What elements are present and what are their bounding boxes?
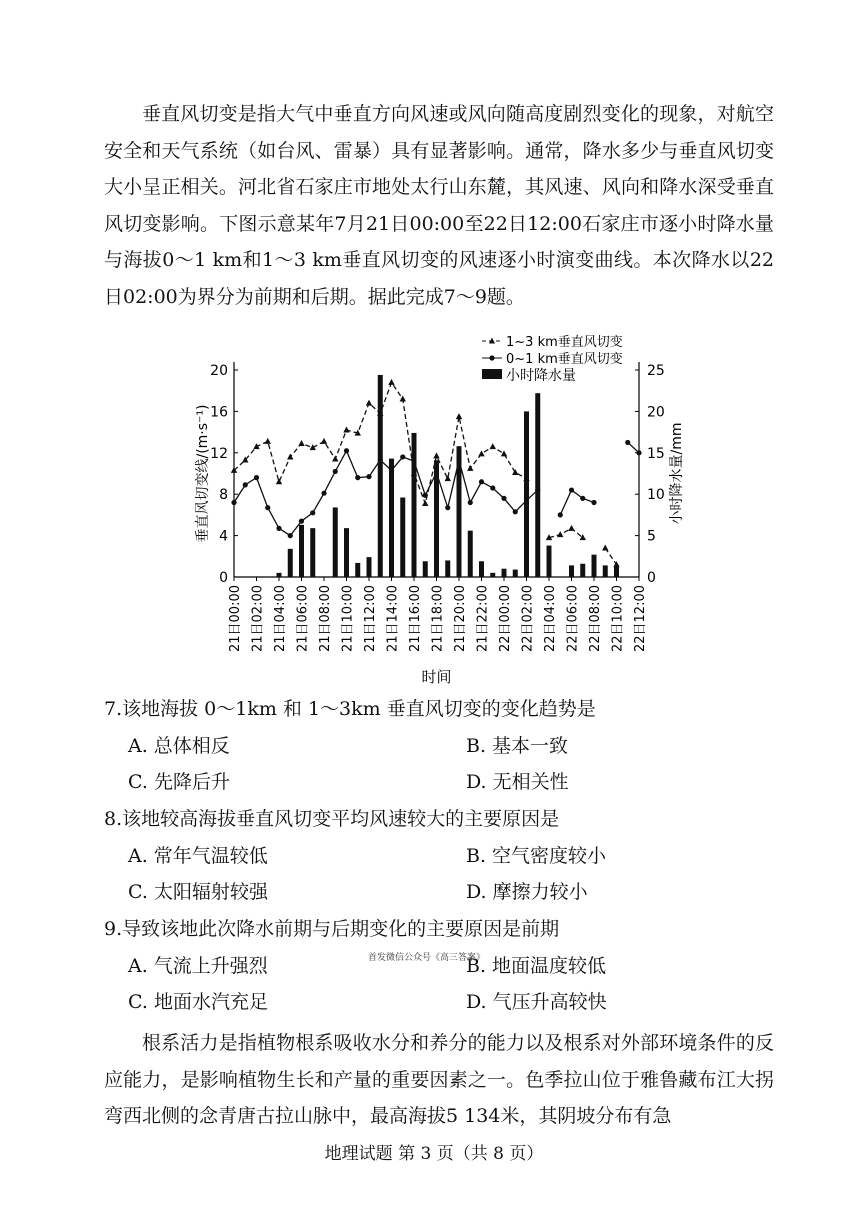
x-tick-label: 22日00:00 <box>498 585 513 653</box>
q9-option-b[interactable]: B. 地面温度较低 <box>466 955 607 977</box>
x-tick-label: 22日10:00 <box>610 585 626 653</box>
legend-label-precip: 小时降水量 <box>506 368 576 384</box>
precipitation-bar <box>288 549 293 577</box>
shear-1-3km-line <box>549 528 583 537</box>
right-tick-label: 20 <box>647 404 665 421</box>
left-axis-title: 垂直风切变线/(m·s⁻¹) <box>195 404 211 543</box>
x-tick-label: 21日06:00 <box>295 585 311 653</box>
question-9-stem: 9.导致该地此次降水前期与后期变化的主要原因是前期 <box>104 918 560 940</box>
right-tick-label: 10 <box>647 487 665 504</box>
left-tick-label: 8 <box>219 487 228 504</box>
precipitation-bar <box>513 570 518 577</box>
x-tick-label: 21日22:00 <box>475 585 491 653</box>
precipitation-bar <box>333 507 338 577</box>
outro-paragraph <box>104 1025 774 1135</box>
precipitation-bar <box>524 411 529 577</box>
legend-swatch-precip <box>482 369 502 379</box>
legend-label-1-3km: 1~3 km垂直风切变 <box>506 335 623 350</box>
precipitation-bar <box>603 565 608 577</box>
x-tick-label: 21日10:00 <box>340 585 356 653</box>
precipitation-bar <box>367 557 372 577</box>
precipitation-bar <box>355 563 360 577</box>
legend-marker-0-1km <box>489 355 494 360</box>
right-tick-label: 15 <box>647 445 665 462</box>
x-tick-label: 22日06:00 <box>565 585 581 653</box>
outro-text: 根系活力是指植物根系吸收水分和养分的能力以及根系对外部环境条件的反应能力，是影响植物生长和产量的重要因素之一。色季拉山位于雅鲁藏布江大拐弯西北侧的念青唐古拉山脉中，最高海拔5 134米，其阴坡分布有急 <box>104 1032 774 1128</box>
x-tick-label: 21日12:00 <box>363 585 378 653</box>
q8-option-b[interactable]: B. 空气密度较小 <box>466 845 607 867</box>
x-tick-label: 22日12:00 <box>633 585 648 653</box>
precipitation-bar <box>378 375 383 577</box>
shear-0-1km-point <box>558 512 563 517</box>
question-7-stem: 7.该地海拔 0～1km 和 1～3km 垂直风切变的变化趋势是 <box>104 698 596 720</box>
precipitation-bar <box>412 433 417 577</box>
right-axis-title: 小时降水量/mm <box>669 422 685 525</box>
intro-paragraph <box>104 96 774 316</box>
shear-1-3km-point <box>478 450 484 456</box>
left-tick-label: 16 <box>210 404 228 421</box>
x-tick-label: 21日00:00 <box>228 585 243 653</box>
watermark: 首发微信公众号《高三答案》 <box>368 953 486 963</box>
precipitation-bar <box>468 531 473 577</box>
q8-option-d[interactable]: D. 摩擦力较小 <box>466 881 588 903</box>
q9-option-a[interactable]: A. 气流上升强烈 <box>128 955 268 977</box>
left-tick-label: 0 <box>219 570 228 586</box>
q7-option-d[interactable]: D. 无相关性 <box>466 771 569 793</box>
precipitation-bar <box>445 560 450 577</box>
q8-option-a[interactable]: A. 常年气温较低 <box>128 845 268 867</box>
x-axis-title: 时间 <box>421 668 452 686</box>
left-tick-label: 4 <box>219 528 228 545</box>
q9-option-d[interactable]: D. 气压升高较快 <box>466 991 607 1013</box>
x-tick-label: 21日02:00 <box>250 585 266 653</box>
precipitation-bar <box>490 573 495 577</box>
q7-option-a[interactable]: A. 总体相反 <box>128 735 230 757</box>
right-tick-label: 0 <box>647 570 656 586</box>
precipitation-bar <box>344 528 349 577</box>
x-tick-label: 21日08:00 <box>318 585 333 653</box>
precipitation-bar <box>277 573 282 577</box>
legend-label-0-1km: 0~1 km垂直风切变 <box>506 352 623 367</box>
right-tick-label: 25 <box>647 363 665 379</box>
shear-1-3km-point <box>602 545 608 551</box>
shear-0-1km-line <box>560 490 594 515</box>
precipitation-bar <box>614 565 619 577</box>
q7-option-c[interactable]: C. 先降后升 <box>128 771 230 793</box>
precipitation-bar <box>580 564 585 577</box>
shear-1-3km-point <box>276 478 282 484</box>
shear-0-1km-line <box>234 451 538 536</box>
precipitation-bar <box>502 569 507 577</box>
precipitation-bar <box>310 528 315 577</box>
x-tick-label: 21日20:00 <box>453 585 468 653</box>
precipitation-bar <box>299 525 304 577</box>
q9-option-c[interactable]: C. 地面水汽充足 <box>128 991 268 1013</box>
precipitation-bar <box>389 459 394 577</box>
precipitation-bar <box>569 565 574 577</box>
precipitation-bar <box>592 555 597 577</box>
x-tick-label: 22日08:00 <box>588 585 603 653</box>
left-tick-label: 12 <box>210 445 228 462</box>
page-footer: 地理试题 第 3 页（共 8 页） <box>324 1144 544 1164</box>
q7-option-b[interactable]: B. 基本一致 <box>466 735 569 757</box>
x-tick-label: 22日02:00 <box>520 585 536 653</box>
precipitation-bar <box>423 561 428 577</box>
right-tick-label: 5 <box>647 528 656 545</box>
precipitation-wind-shear-chart <box>0 328 868 688</box>
left-tick-label: 20 <box>210 363 228 379</box>
x-tick-label: 21日14:00 <box>385 585 401 653</box>
x-tick-label: 22日04:00 <box>543 585 558 653</box>
shear-0-1km-line <box>628 442 639 452</box>
precipitation-bar <box>479 561 484 577</box>
precipitation-bar <box>535 393 540 577</box>
intro-text: 垂直风切变是指大气中垂直方向风速或风向随高度剧烈变化的现象，对航空安全和天气系统（如台风、雷暴）具有显著影响。通常，降水多少与垂直风切变大小呈正相关。河北省石家庄市地处太行山东麓，其风速、风向和降水深受垂直风切变影响。下图示意某年7月21日00:00至22日12:00石家庄市逐小时降水量与海拔0～1 km和1～3 km垂直风切变的风速逐小时演变曲线。本次降水以22日02:00为界分为前期和后期。据此完成7～9题。 <box>104 103 774 308</box>
shear-1-3km-line <box>605 548 616 565</box>
precipitation-bar <box>547 546 552 577</box>
question-8-stem: 8.该地较高海拔垂直风切变平均风速较大的主要原因是 <box>104 808 560 830</box>
precipitation-bar <box>400 498 405 577</box>
shear-1-3km-point <box>501 450 507 456</box>
q8-option-c[interactable]: C. 太阳辐射较强 <box>128 881 268 903</box>
x-tick-label: 21日04:00 <box>273 585 288 653</box>
x-tick-label: 21日16:00 <box>408 585 423 653</box>
x-tick-label: 21日18:00 <box>430 585 446 653</box>
